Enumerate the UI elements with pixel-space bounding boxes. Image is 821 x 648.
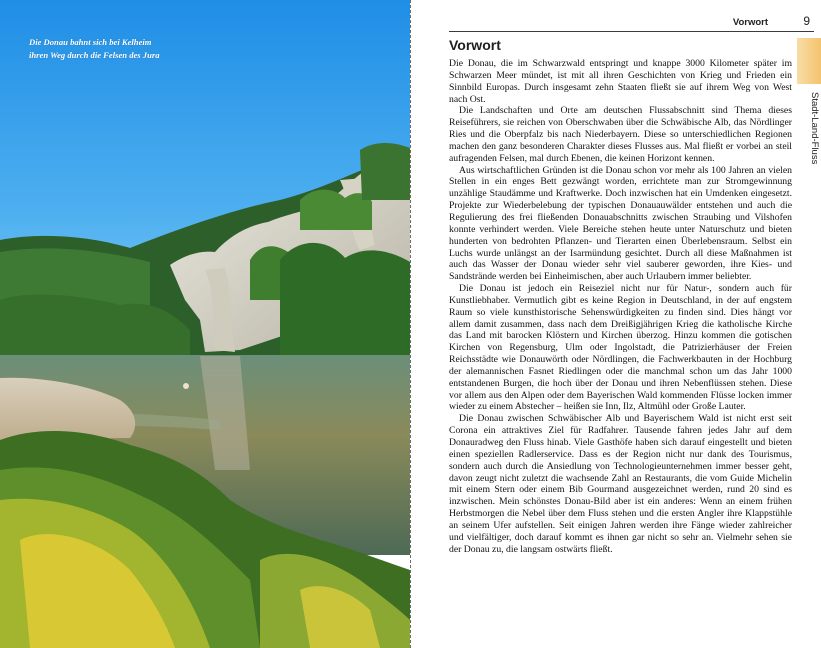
chapter-tab [797, 38, 821, 84]
photo-caption [29, 36, 229, 61]
page-number: 9 [803, 14, 810, 28]
paragraph: Die Donau, die im Schwarzwald entspringt und knappe 3000 Kilometer später im Schwarzen Meer mündet, ist mit all ihren Geschichten von Krieg und Frieden ein Sinnbild Europas. Durch insgesamt zehn Staaten fließt sie auf ihrem Weg von West nach Ost. [449, 58, 792, 105]
paragraph: Die Donau ist jedoch ein Reiseziel nicht nur für Natur-, sondern auch für Kunstliebhaber. Vermutlich gibt es keine Region in Deutschland, in der auf engstem Raum so viele kunsthistorische Sehenswürdigkeiten zu finden sind. Dies hängt vor allem damit zusammen, dass nach dem Dreißigjährigen Krieg die katholische Kirche das Land mit barocken Klöstern und Kirchen überzog. Hinzu kommen die gotischen Kirchen von Regensburg, Ulm oder Ingolstadt, die Patrizierhäuser der Freien Reichsstädte wie Donauwörth oder Nördlingen, die Fachwerkbauten in der Hochburg der alemannischen Fasnet Riedlingen oder die manchmal schon um das Jahr 1000 entstandenen Burgen, die hoch über der Donau und ihren Nebenflüssen stehen. Diese vor allem aus den Alpen oder dem Bayerischen Wald kommenden Flüsse locken immer wieder zu einem Abstecher – heißen sie Inn, Ilz, Altmühl oder Große Lauter. [449, 283, 792, 413]
paragraph: Aus wirtschaftlichen Gründen ist die Donau schon vor mehr als 100 Jahren an vielen Stellen in ein enges Bett gezwängt worden, errichtete man zur Stromgewinnung unzählige Staudämme und Kraftwerke. Doch inzwischen hat ein Umdenken eingesetzt. Projekte zur Wiederbelebung der typischen Donauauwälder entstehen und auch die Regulierung des frei fließenden Donauabschnitts zwischen Straubing und Vilshofen konnte verhindert werden. Viele Bereiche stehen heute unter Naturschutz und bieten hunderten von bedrohten Pflanzen- und Tierarten einen Überlebensraum. Selbst ein Luchs wurde unlängst an der Isarmündung gesichtet. Durch all diese Maßnahmen ist auch das Wasser der Donau wieder sehr viel sauberer geworden, ihre Kies- und Sandstrände werden bei Einheimischen, aber auch Urlaubern immer beliebter. [449, 164, 792, 283]
caption-line: ihren Weg durch die Felsen des Jura [29, 49, 160, 60]
text-page [416, 0, 821, 648]
caption-line: Die Donau bahnt sich bei Kelheim [29, 37, 152, 47]
paragraph: Die Landschaften und Orte am deutschen Flussabschnitt sind Thema dieses Reiseführers, sie reichen von Oberschwaben über die Schwäbische Alb, das Nördlinger Ries und die Oberpfalz bis nach Niederbayern. Diese so unterschiedlichen Regionen machen den ganz besonderen Charakter dieses Flusses aus. Mal fließt er vorbei an steil aufragenden Felsen, mal durch Ebenen, die keinen Horizont kennen. [449, 105, 792, 164]
chapter-tab-label: Stadt-Land-Fluss [809, 92, 820, 165]
river-landscape-photo [0, 0, 410, 648]
running-head [449, 14, 814, 32]
body-text [449, 58, 792, 555]
paragraph: Die Donau zwischen Schwäbischer Alb und Bayerischem Wald ist nicht erst seit Corona ein attraktives Ziel für Radfahrer. Tausende fahren jedes Jahr auf dem Donauradweg den Fluss hinab. Viele Gasthöfe haben sich darauf eingestellt und bieten einen speziellen Radlerservice. Dass es der Region nicht nur dank des Tourismus, sondern auch durch die Ansiedlung von Technologieunternehmen immer besser geht, davon zeugt nicht zuletzt die wachsende Zahl an Restaurants, die vom Guide Michelin mit einem Stern oder einem Bib Gourmand ausgezeichnet werden, rund 20 sind es inzwischen. Mein schönstes Donau-Bild aber ist ein anderes: Wenn an einem frühen Herbstmorgen die Nebel über dem Fluss stehen und die ersten Angler ihre Klappstühle an seinem Ufer aufstellen. Seit einigen Jahren werden ihre Fänge wieder zahlreicher und vielfältiger, doch darauf kommt es ihnen gar nicht so sehr an. Vielmehr sehen sie der Donau zu, die langsam ostwärts fließt. [449, 413, 792, 555]
running-head-section: Vorwort [732, 17, 768, 28]
photo-page [0, 0, 410, 648]
chapter-title: Vorwort [449, 37, 501, 53]
